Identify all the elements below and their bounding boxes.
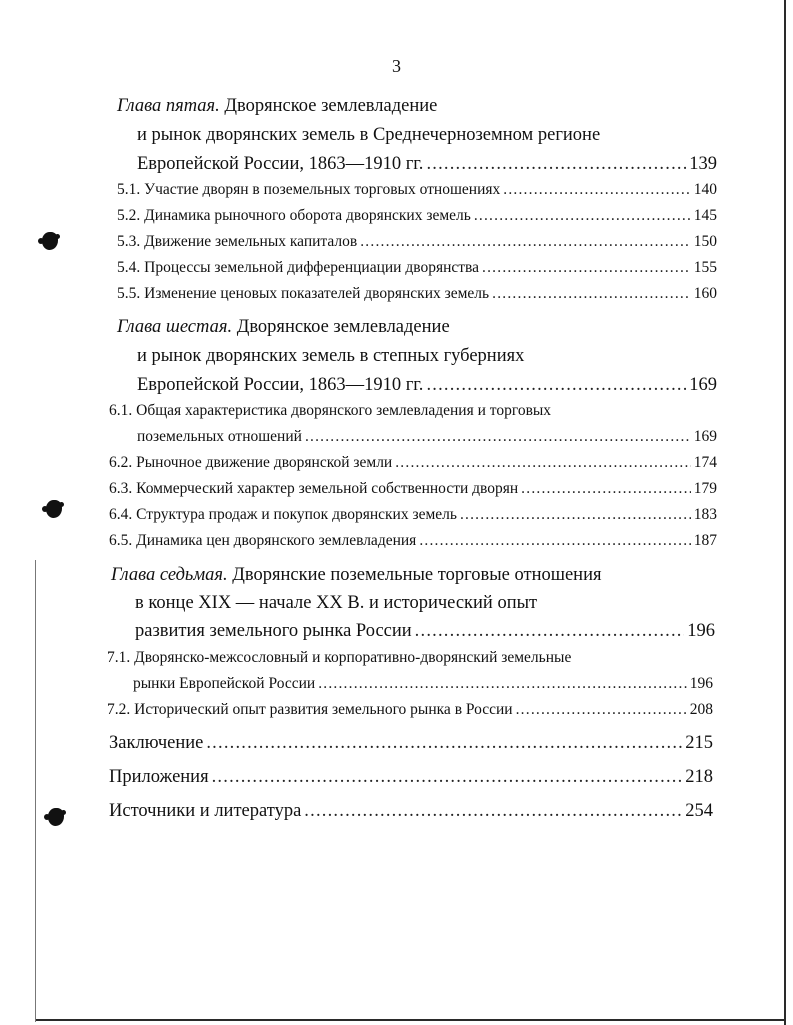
toc-entry-label: 6.4. Структура продаж и покупок дворянских земель [109,506,457,523]
toc-entry-section[interactable] [107,701,713,719]
toc-entry-label[interactable]: 7.1. Дворянско-межсословный и корпоративно-дворянский земельные [107,649,572,666]
chapter-title-line: и рынок дворянских земель в Среднечерноземном регионе [137,125,601,145]
toc-entry-label: 6.5. Динамика цен дворянского землевладения [109,532,417,549]
toc-entry-section[interactable] [109,506,717,524]
toc-entry-label: 5.4. Процессы земельной дифференциации дворянства [117,259,480,276]
leader-dots [304,801,682,822]
leader-dots [426,375,686,396]
toc-entry-label: 5.2. Динамика рыночного оборота дворянских земель [117,207,471,224]
leader-dots [492,285,691,303]
toc-entry-section[interactable] [109,480,717,498]
toc-entry-label: Европейской России, 1863—1910 гг. [137,154,424,174]
toc-entry-page: 218 [685,767,713,787]
toc-entry-label: Источники и литература [109,801,302,821]
toc-entry-section[interactable] [117,285,717,303]
leader-dots [503,181,691,199]
toc-entry-page: 215 [685,733,713,753]
leader-dots [318,675,687,693]
page-number: 3 [392,56,401,76]
chapter-title-line: Дворянское землевладение [224,96,438,116]
toc-entry-page: 169 [693,428,717,445]
toc-entry-page: 155 [693,259,717,276]
chapter-prefix: Глава седьмая. [111,565,228,585]
toc-entry-section[interactable] [117,259,717,277]
leader-dots [212,767,683,788]
toc-entry-back-matter[interactable] [109,801,713,822]
toc-entry-label: развития земельного рынка России [135,621,412,641]
leader-dots [460,506,691,524]
toc-entry-back-matter[interactable] [109,767,713,788]
leader-dots [206,733,682,754]
chapter-title-line: Дворянское землевладение [236,317,450,337]
toc-entry-page: 140 [693,181,717,198]
toc-entry-section[interactable] [109,454,717,472]
toc-entry-back-matter[interactable] [109,733,713,754]
chapter-title-line: Дворянские поземельные торговые отношения [232,565,602,585]
toc-entry-chapter[interactable] [137,375,717,396]
chapter-heading [117,317,450,338]
toc-entry-page: 183 [693,506,717,523]
toc-entry-section[interactable] [117,181,717,199]
toc-entry-section[interactable] [109,532,717,550]
toc-entry-label: 5.1. Участие дворян в поземельных торговых отношениях [117,181,501,198]
leader-dots [474,207,691,225]
toc-entry-label: 5.5. Изменение ценовых показателей дворянских земель [117,285,490,302]
leader-dots [516,701,687,719]
toc-entry-page: 174 [693,454,717,471]
toc-entry-section[interactable] [117,233,717,251]
chapter-heading [111,565,602,586]
chapter-prefix: Глава шестая. [117,317,233,337]
toc-entry-page: 150 [693,233,717,250]
toc-entry-page: 187 [693,532,717,549]
toc-entry-label: 5.3. Движение земельных капиталов [117,233,358,250]
chapter-title-line: в конце XIX — начале XX В. и исторический опыт [135,593,538,613]
leader-dots [305,428,691,446]
toc-entry-page: 160 [693,285,717,302]
leader-dots [415,621,685,642]
toc-entry-label: поземельных отношений [137,428,302,445]
toc-entry-label: 7.2. Исторический опыт развития земельного рынка в России [107,701,513,718]
toc-entry-label: Европейской России, 1863—1910 гг. [137,375,424,395]
toc-entry-label: Приложения [109,767,209,787]
chapter-heading [117,96,437,117]
toc-entry-label: 6.3. Коммерческий характер земельной собственности дворян [109,480,519,497]
toc-entry-page: 196 [687,621,715,641]
toc-entry-page: 208 [689,701,713,718]
toc-entry-page: 139 [689,154,717,174]
toc-entry-section[interactable] [133,675,713,693]
toc-entry-label[interactable]: 6.1. Общая характеристика дворянского землевладения и торговых [109,402,552,419]
toc-entry-page: 169 [689,375,717,395]
toc-entry-section[interactable] [137,428,717,446]
leader-dots [395,454,691,472]
leader-dots [360,233,691,251]
chapter-prefix: Глава пятая. [117,96,220,116]
toc-entry-page: 254 [685,801,713,821]
toc-entry-page: 145 [693,207,717,224]
toc-entry-label: 6.2. Рыночное движение дворянской земли [109,454,393,471]
leader-dots [482,259,691,277]
toc-entry-label: Заключение [109,733,204,753]
toc-entry-label: рынки Европейской России [133,675,316,692]
toc-entry-section[interactable] [117,207,717,225]
chapter-title-line: и рынок дворянских земель в степных губерниях [137,346,525,366]
leader-dots [426,154,686,175]
toc-entry-page: 179 [693,480,717,497]
leader-dots [419,532,690,550]
toc-entry-chapter[interactable] [137,154,717,175]
toc-entry-chapter[interactable] [135,621,715,642]
toc-entry-page: 196 [689,675,713,692]
leader-dots [521,480,691,498]
